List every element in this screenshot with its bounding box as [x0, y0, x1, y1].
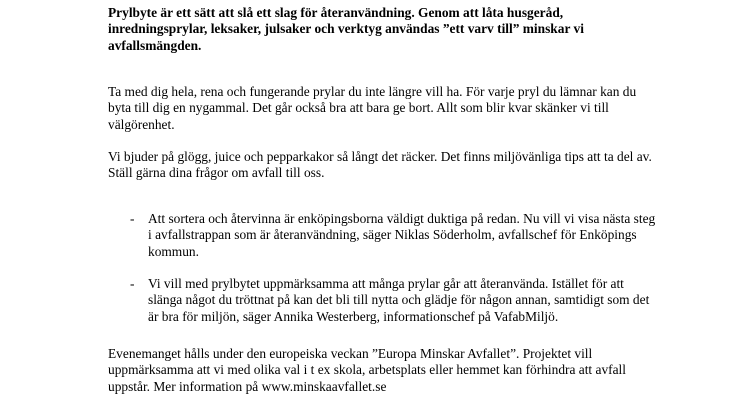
- body-paragraph-1: Ta med dig hela, rena och fungerande prylar du inte längre vill ha. För varje pryl du lämnar kan du byta till dig en nygammal. Det går också bra att bara ge bort. Allt som blir kvar skänker vi till välgörenhet.: [108, 84, 637, 132]
- quote-paragraph-2: Vi vill med prylbytet uppmärksamma att många prylar går att återanvända. Istället för att slänga något du tröttnat på kan det bli till nytta och glädje för någon annan, samtidigt som det är bra för miljön, säger Annika Westerberg, informationschef på VafabMiljö.: [148, 276, 650, 324]
- quote-dash-2: -: [130, 276, 135, 291]
- quote-paragraph-1: Att sortera och återvinna är enköpingsborna väldigt duktiga på redan. Nu vill vi visa nästa steg i avfallstrappan som är återanvändning, säger Niklas Söderholm, avfallschef för Enköpings kommun.: [148, 211, 656, 259]
- body-paragraph-3: Evenemanget hålls under den europeiska veckan ”Europa Minskar Avfallet”. Projektet vill uppmärksamma att vi med olika val i t ex skola, arbetsplats eller hemmet kan förhindra att avfall uppstår. Mer information på www.minskaavfallet.se: [108, 346, 626, 394]
- quote-dash-1: -: [130, 211, 135, 226]
- lead-paragraph: Prylbyte är ett sätt att slå ett slag för återanvändning. Genom att låta husgeråd, inredningsprylar, leksaker, julsaker och verktyg användas ”ett varv till” minskar vi avfallsmängden.: [108, 5, 584, 53]
- body-paragraph-2: Vi bjuder på glögg, juice och pepparkakor så långt det räcker. Det finns miljövänliga tips att ta del av. Ställ gärna dina frågor om avfall till oss.: [108, 149, 652, 181]
